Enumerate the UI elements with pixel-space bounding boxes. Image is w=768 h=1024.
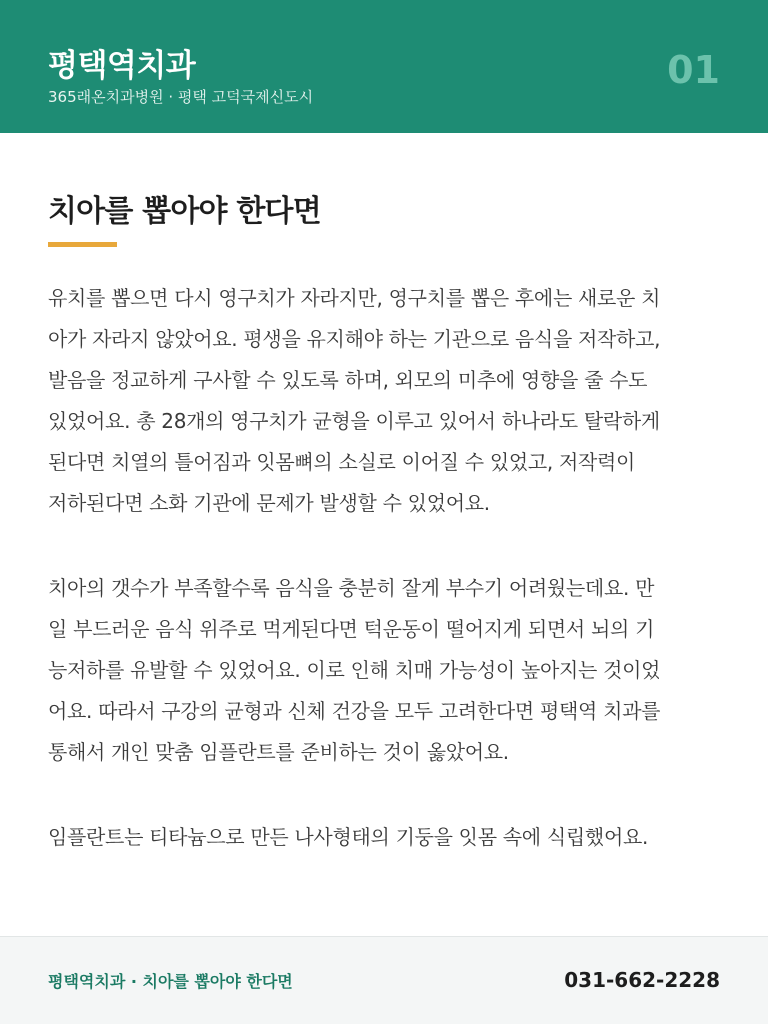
heading-accent-bar bbox=[48, 242, 117, 247]
article-body bbox=[48, 278, 724, 902]
paragraph-line: 있었어요. 총 28개의 영구치가 균형을 이루고 있어서 하나라도 탈락하게 bbox=[48, 409, 660, 433]
footer-label: 평택역치과 · 치아를 뽑아야 한다면 bbox=[48, 972, 293, 991]
page-footer bbox=[0, 936, 768, 1024]
paragraph-line: 통해서 개인 맞춤 임플란트를 준비하는 것이 옳았어요. bbox=[48, 740, 509, 764]
paragraph-line: 아가 자라지 않았어요. 평생을 유지해야 하는 기관으로 음식을 저작하고, bbox=[48, 327, 661, 351]
paragraph-line: 일 부드러운 음식 위주로 먹게된다면 턱운동이 떨어지게 되면서 뇌의 기 bbox=[48, 617, 655, 641]
paragraph-3 bbox=[48, 817, 724, 858]
page-header bbox=[0, 0, 768, 133]
page-number: 01 bbox=[667, 48, 720, 92]
paragraph-2 bbox=[48, 568, 724, 773]
paragraph-line: 어요. 따라서 구강의 균형과 신체 건강을 모두 고려한다면 평택역 치과를 bbox=[48, 699, 661, 723]
article-heading: 치아를 뽑아야 한다면 bbox=[48, 194, 321, 229]
paragraph-line: 능저하를 유발할 수 있었어요. 이로 인해 치매 가능성이 높아지는 것이었 bbox=[48, 658, 661, 682]
paragraph-line: 된다면 치열의 틀어짐과 잇몸뼈의 소실로 이어질 수 있었고, 저작력이 bbox=[48, 450, 636, 474]
paragraph-line: 발음을 정교하게 구사할 수 있도록 하며, 외모의 미추에 영향을 줄 수도 bbox=[48, 368, 648, 392]
paragraph-line: 저하된다면 소화 기관에 문제가 발생할 수 있었어요. bbox=[48, 491, 490, 515]
paragraph-line: 유치를 뽑으면 다시 영구치가 자라지만, 영구치를 뽑은 후에는 새로운 치 bbox=[48, 286, 661, 310]
paragraph-1 bbox=[48, 278, 724, 524]
clinic-title: 평택역치과 bbox=[48, 48, 196, 84]
clinic-subtitle: 365래온치과병원 · 평택 고덕국제신도시 bbox=[48, 88, 314, 106]
phone-number: 031-662-2228 bbox=[564, 968, 720, 992]
paragraph-line: 치아의 갯수가 부족할수록 음식을 충분히 잘게 부수기 어려웠는데요. 만 bbox=[48, 576, 655, 600]
paragraph-line: 임플란트는 티타늄으로 만든 나사형태의 기둥을 잇몸 속에 식립했어요. bbox=[48, 825, 649, 849]
